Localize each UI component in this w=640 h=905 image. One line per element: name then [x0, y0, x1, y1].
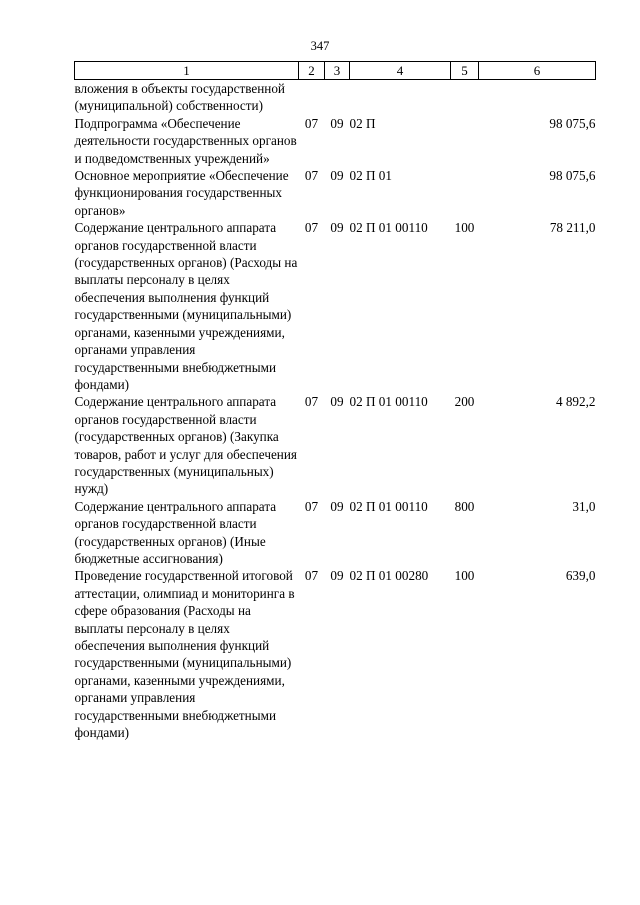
row-amount: 4 892,2 [555, 394, 596, 410]
header-col-6: 6 [479, 62, 596, 80]
table-row [75, 219, 596, 393]
table-row [75, 167, 596, 219]
header-col-2: 2 [299, 62, 325, 80]
table-row [75, 115, 596, 167]
header-col-4: 4 [350, 62, 451, 80]
row-section: 07 [304, 168, 319, 184]
row-amount: 639,0 [565, 568, 596, 584]
row-name: Содержание центрального аппарата органов государственной власти (государственных органов) (Расходы на выплаты персоналу в целях обеспечения выполнения функций государственными (муниципальными) органами, казенными учреждениями, органами управления государственными внебюджетными фондами) [74, 220, 298, 392]
page-number: 347 [310, 39, 330, 53]
row-subsection: 09 [330, 115, 344, 131]
row-subsection: 09 [330, 394, 344, 410]
row-subsection: 09 [330, 568, 344, 584]
row-target-code: 02 П 01 00110 [349, 394, 428, 410]
table-row [75, 393, 596, 497]
row-amount [479, 80, 596, 115]
table-row [75, 567, 596, 741]
table-body [75, 80, 596, 742]
table-header [75, 62, 596, 80]
table-row [75, 80, 596, 115]
row-subsection: 09 [330, 168, 344, 184]
row-target-code [350, 80, 451, 115]
table-row [75, 498, 596, 568]
row-subsection [325, 80, 350, 115]
budget-table [74, 61, 596, 741]
row-name: вложения в объекты государственной (муниципальной) собственности) [74, 81, 285, 114]
row-subsection: 09 [330, 220, 344, 236]
row-section: 07 [304, 394, 319, 410]
row-section: 07 [304, 220, 319, 236]
row-name: Подпрограмма «Обеспечение деятельности государственных органов и подведомственных учреждений» [74, 115, 297, 166]
header-row [75, 62, 596, 80]
row-section [299, 80, 325, 115]
header-col-5: 5 [451, 62, 479, 80]
row-expense-type: 100 [454, 220, 475, 236]
row-expense-type: 100 [454, 568, 475, 584]
row-target-code: 02 П [349, 115, 376, 131]
row-amount: 78 211,0 [549, 220, 596, 236]
header-col-1: 1 [75, 62, 299, 80]
row-section: 07 [304, 568, 319, 584]
row-target-code: 02 П 01 00280 [349, 568, 429, 584]
row-name: Проведение государственной итоговой аттестации, олимпиад и мониторинга в сфере образования (Расходы на выплаты персоналу в целях обеспечения выполнения функций государственными (муниципальными) органами, казенными учреждениями, органами управления государственными внебюджетными фондами) [74, 568, 295, 741]
row-target-code: 02 П 01 [349, 168, 392, 184]
row-subsection: 09 [330, 498, 344, 514]
row-section: 07 [304, 115, 319, 131]
row-target-code: 02 П 01 00110 [349, 498, 428, 514]
header-col-3: 3 [325, 62, 350, 80]
row-expense-type: 800 [454, 498, 475, 514]
row-name: Содержание центрального аппарата органов государственной власти (государственных органов) (Закупка товаров, работ и услуг для обеспечения государственных (муниципальных) нужд) [74, 394, 297, 497]
row-expense-type: 200 [454, 394, 475, 410]
row-amount: 98 075,6 [549, 168, 596, 184]
row-section: 07 [304, 498, 319, 514]
row-name: Основное мероприятие «Обеспечение функционирования государственных органов» [74, 168, 289, 218]
row-amount: 98 075,6 [549, 115, 596, 131]
row-expense-type [451, 80, 479, 115]
row-name: Содержание центрального аппарата органов государственной власти (государственных органов) (Иные бюджетные ассигнования) [74, 498, 277, 566]
row-target-code: 02 П 01 00110 [349, 220, 428, 236]
row-expense-type [451, 115, 479, 167]
row-amount: 31,0 [572, 498, 596, 514]
row-expense-type [451, 167, 479, 219]
